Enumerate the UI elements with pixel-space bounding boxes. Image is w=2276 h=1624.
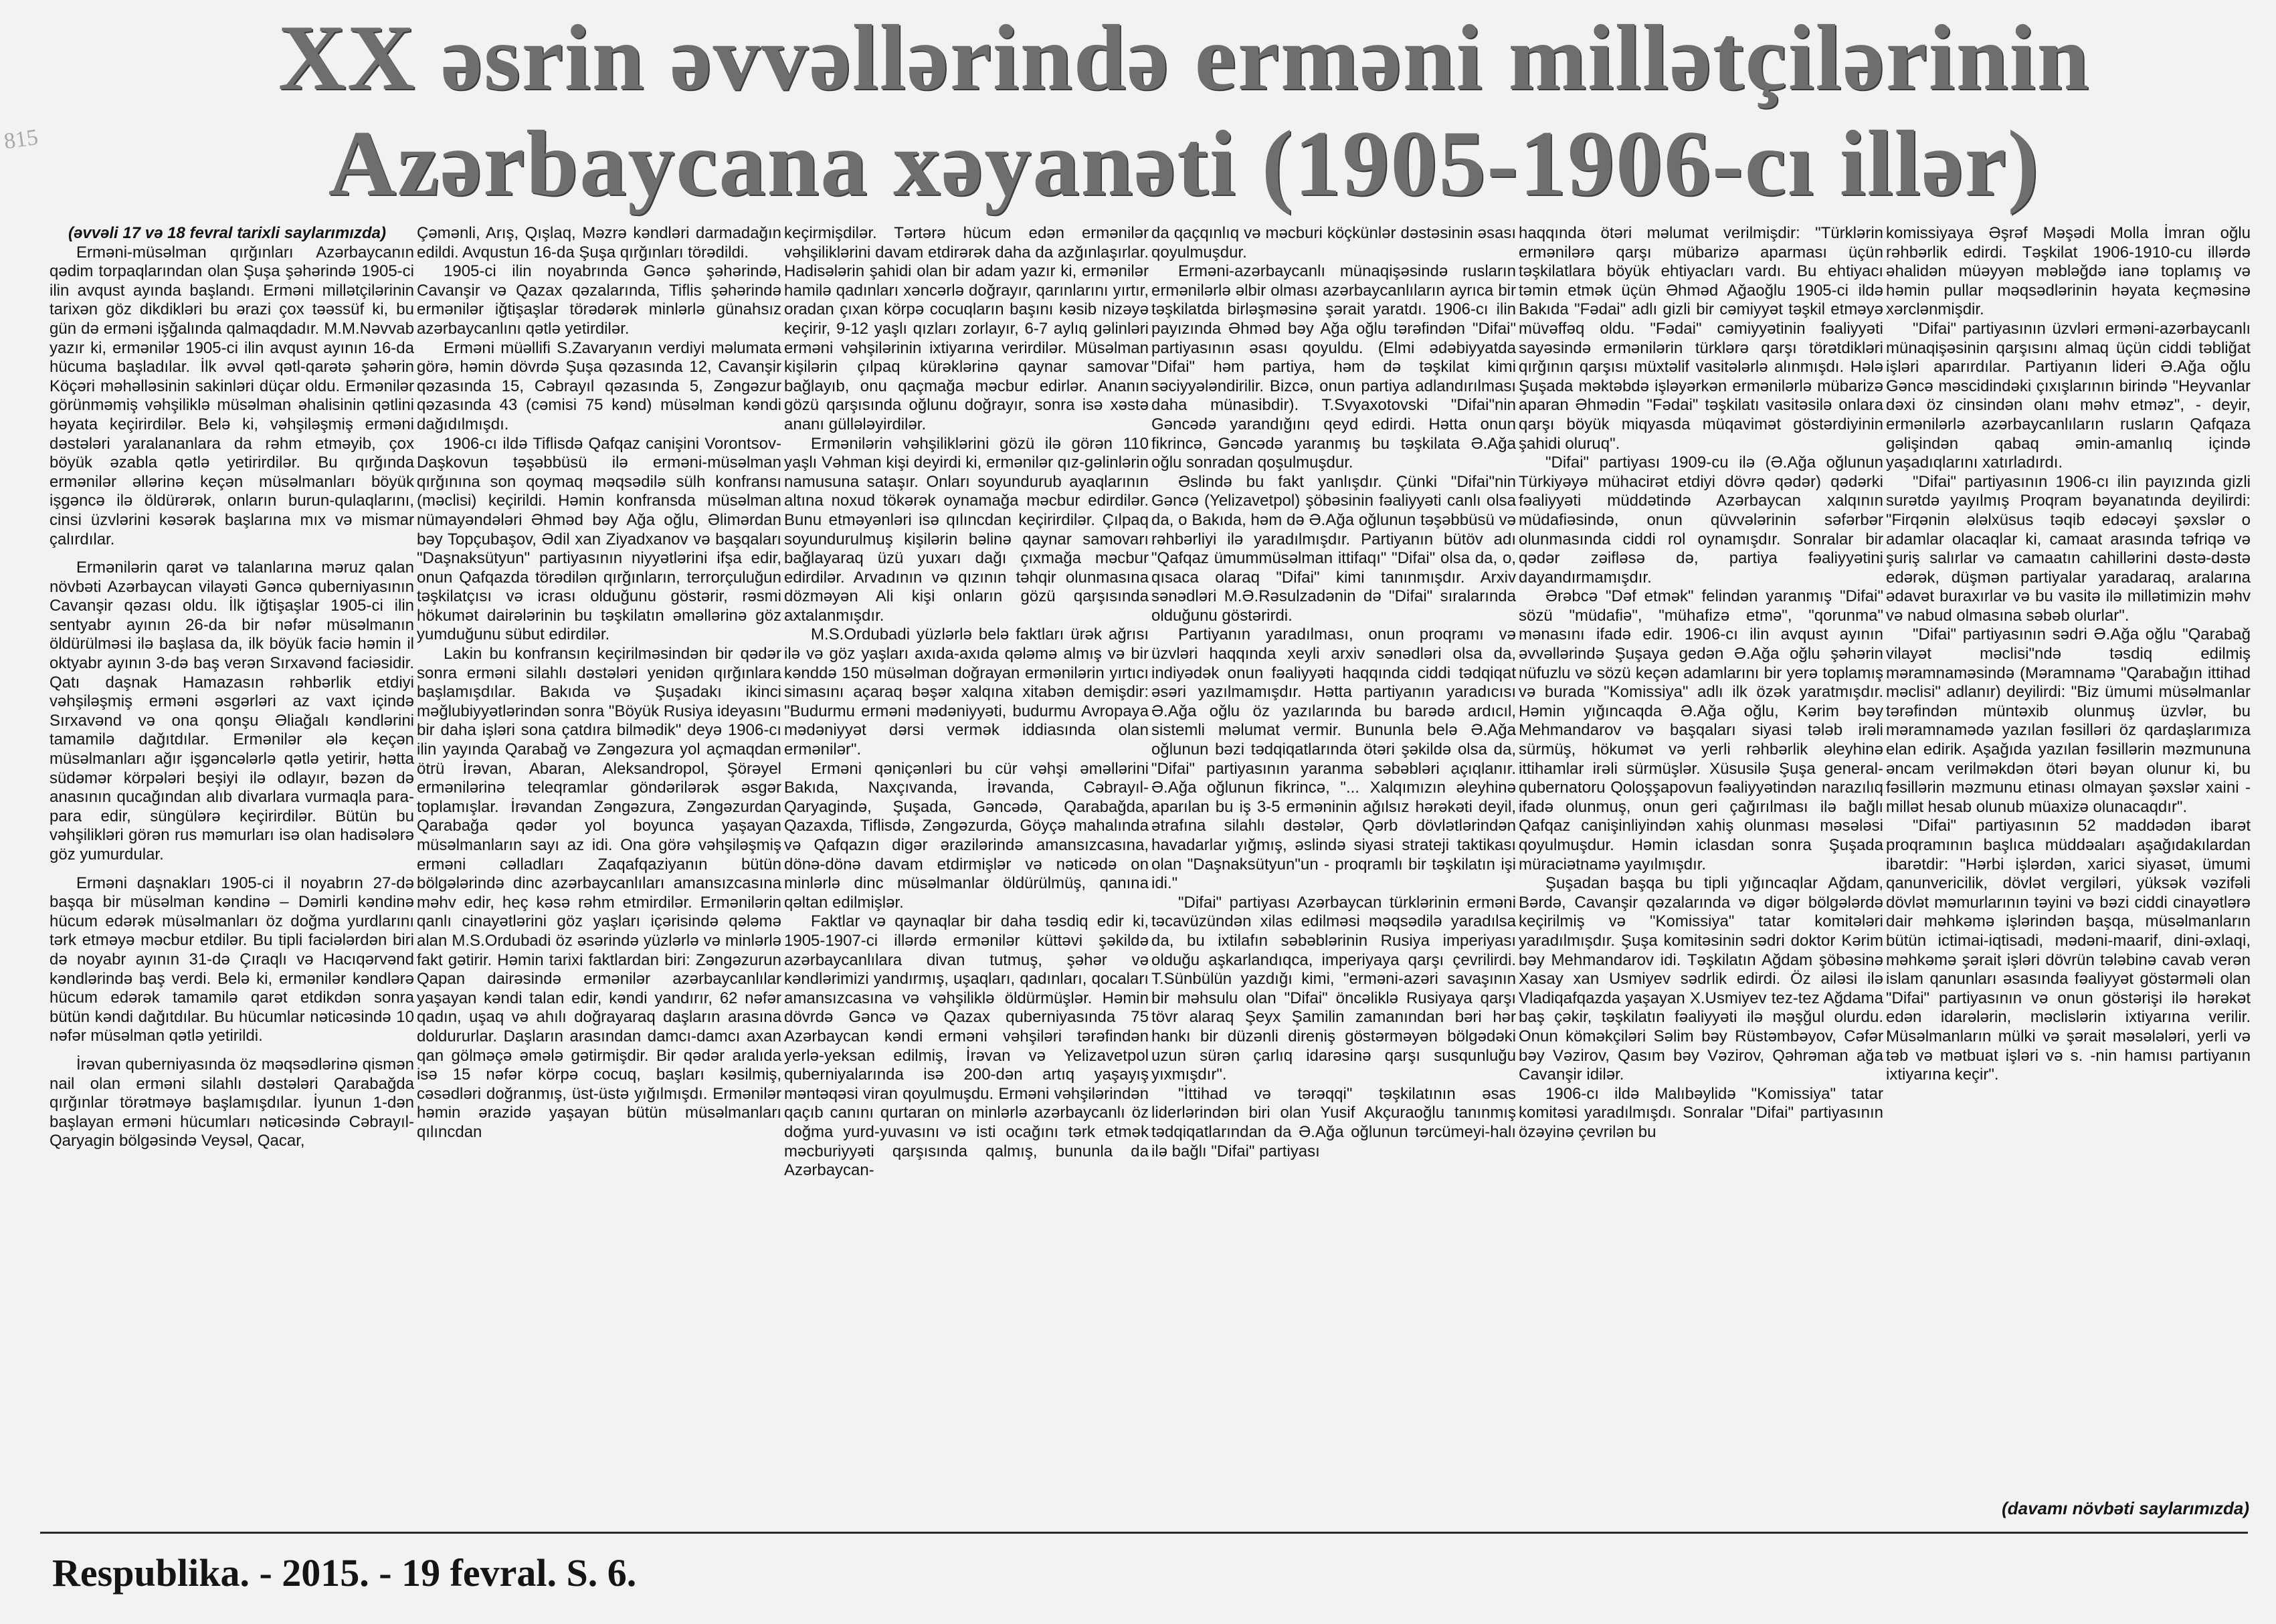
paragraph: keçirmişdilər. Tərtərə hücum edən ermənilər vəhşiliklərini davam etdirərək daha da azğınlaşırlar. Hadisələrin şahidi olan bir adam yazır ki, ermənilər hamilə qadınları xəncərlə doğrayır, qarınlarını yırtır, oradan çıxan körpə cocuqların başını kəsib nizəyə keçirir, 9-12 yaşlı qızları zorlayır, 6-7 aylıq gəlinləri erməni vəhşilərinin ixtiyarına verirdilər. Müsəlman kişilərin çılpaq kürəklərinə qaynar samovar bağlayıb, onu qaçmağa məcbur edirlər. Ananın gözü qarşısında oğlunu doğrayır, sonra isə xəstə ananı güllələyirdilər. bbox=[784, 224, 1149, 433]
margin-mark: 815 bbox=[2, 124, 40, 155]
paragraph: Faktlar və qaynaqlar bir daha təsdiq edir ki, 1905-1907-ci illərdə ermənilər küttəvi şəkildə azərbaycanlılara divan tutmuş, şəhər və kəndlərimizi yandırmış, uşaqları, qadınları, qocaları amansızcasına və vəhşiliklə öldürmüşlər. Həmin dövrdə Gəncə və Qazax quberniyasında 75 Azərbaycan kəndi erməni vəhşiləri tərəfindən yerlə-yeksan edilmiş, İrəvan və Yelizavetpol quberniyalarında isə 200-dən artıq yaşayış məntəqəsi viran qoyulmuşdu. Erməni vəhşilərindən qaçıb canını qurtaran on minlərlə azərbaycanlı öz doğma yurd-yuvasını və isti ocağını tərk etmək məcburiyyəti qarşısında qalmış, bununla da Azərbaycan- bbox=[784, 912, 1149, 1180]
paragraph: Lakin bu konfransın keçirilməsindən bir qədər sonra erməni silahlı dəstələri yenidən qırğınlara başlamışdılar. Bakıda və Şuşadakı ikinci məğlubiyyətlərindən sonra "Böyük Rusiya ideyasını bir daha işləri sona çatdıra bilmədik" deyə 1906-cı ilin yayında Qarabağ və Zəngəzura yol açmaqdan ötrü İrəvan, Abaran, Aleksandropol, Şörəyel ermənilərinə teleqramlar göndərilərək əsgər toplamışlar. İrəvandan Zəngəzura, Zəngəzurdan Qarabağa qədər yol boyunca yaşayan müsəlmanların sayı az idi. Ona görə vəhşiləşmiş erməni cəlladları Zaqafqaziyanın bütün bölgələrində dinc azərbaycanlıları amansızcasına məhv edir, heç kəsə rəhm etmirdilər. Ermənilərin qanlı cinayətlərini göz yaşları içərisində qələmə alan M.S.Ordubadi öz əsərində yüzlərlə və minlərlə fakt gətirir. Həmin tarixi faktlardan biri: Zəngəzurun Qapan dairəsində ermənilər azərbaycanlılar yaşayan kəndi talan edir, kəndi yandırır, 62 nəfər qadın, uşaq və ahılı doğrayaraq daşların arasına doldururlar. Daşların arasından damcı-damcı axan qan gölməçə əmələ gətirmişdir. Bir qədər aralıda isə 15 nəfər körpə cocuq, başları kəsilmiş, cəsədləri doğranmış, üst-üstə yığılmışdı. Ermənilər həmin ərazidə yaşayan bütün müsəlmanları qılıncdan bbox=[417, 645, 781, 1141]
paragraph: da qaçqınlıq və məcburi köçkünlər dəstəsinin əsası qoyulmuşdur. bbox=[1151, 224, 1516, 262]
headline-line-1: XX əsrin əvvəllərində erməni millətçilərinin bbox=[278, 6, 2091, 110]
paragraph: Partiyanın yaradılması, onun proqramı və üzvləri haqqında xeyli arxiv sənədləri olsa da, indiyədək onun fəaliyyəti haqqında ciddi tədqiqat əsəri yazılmamışdır. Hətta partiyanın yaradıcısı Ə.Ağa oğlu öz yazılarında bu barədə ardıcıl, sistemli məlumat vermir. Bununla belə Ə.Ağa oğlunun bəzi tədqiqatlarında ötəri şəkildə olsa da, "Difai" partiyasının yaranma səbəbləri açıqlanır. Ə.Ağa oğlunun fikrincə, "... Xalqımızın əleyhinə aparılan bu iş 3-5 erməninin ağılsız hərəkəti deyil, ətrafına silahlı dəstələr, Qərb dövlətlərindən havadarlar yığmış, əslində siyasi strateji taktikası olan "Daşnaksütyun"un - proqramlı bir təşkilatın işi idi." bbox=[1151, 625, 1516, 893]
paragraph: Ermənilərin vəhşiliklərini gözü ilə görən 110 yaşlı Vəhman kişi deyirdi ki, ermənilər qız-gəlinlərin namusuna sataşır. Onları soyundurub ayaqlarının altına noxud tökərək oynamağa məcbur edirdilər. Bunu etməyənləri isə qılıncdan keçirirdilər. Çılpaq soyundurulmuş kişilərin bəlinə qaynar samovarı bağlayaraq üzü yuxarı dağı çıxmağa məcbur edirdilər. Arvadının və qızının təhqir olunmasına dözməyən Ali kişi onların gözü qarşısında axtalanmışdır. bbox=[784, 434, 1149, 625]
article-columns bbox=[50, 224, 2251, 1515]
paragraph: Çəmənli, Arış, Qışlaq, Məzrə kəndləri darmadağın edildi. Avqustun 16-da Şuşa qırğınları törədildi. bbox=[417, 224, 781, 262]
paragraph: haqqında ötəri məlumat verilmişdir: "Türklərin ermənilərə qarşı mübarizə aparması üçün təşkilatlara böyük ehtiyacları vardı. Bu ehtiyacı təmin etmək üçün Əhməd Ağaoğlu 1905-ci ildə Bakıda "Fədai" adlı gizli bir cəmiyyət təşkil etməyə müvəffəq oldu. "Fədai" cəmiyyətinin fəaliyyəti sayəsində ermənilərin türklərə qarşı törətdikləri qırğının qarşısı müxtəlif vasitələrlə alınmışdı. Hələ Şuşada məktəbdə işləyərkən ermənilərlə mübarizə aparan Əhmədin "Fədai" təşkilatı vasitəsilə onlara qarşı böyük miqyasda müqavimət göstərdiyinin şahidi oluruq". bbox=[1519, 224, 1883, 453]
paragraph: "Difai" partiyasının 52 maddədən ibarət proqramının başlıca müddəaları aşağıdakılardan ibarətdir: "Hərbi işlərdən, xarici siyasət, ümumi qanunvericilik, dövlət vergiləri, yüksək vəzifəli dövlət məmurlarının təyini və bəzi ciddi cinayətlərə dair məhkəmə işlərindən başqa, müsəlmanların bütün ictimai-iqtisadi, mədəni-maarif, dini-əxlaqi, məhkəmə şərait işləri dövrün tələbinə cavab verən islam qanunları əsasında fəaliyyət göstərməli olan "Difai" partiyasının və onun göstərişi ilə hərəkət edən idarələrin, məclislərin ixtiyarına verilir. Müsəlmanların mülki və şərait məsələləri, yerli və təb və mətbuat işləri və s. -nin hamısı partiyanın ixtiyarına keçir". bbox=[1886, 817, 2251, 1084]
continued-note: (davamı növbəti saylarımızda) bbox=[2002, 1498, 2249, 1518]
paragraph: M.S.Ordubadi yüzlərlə belə faktları ürək ağrısı ilə və göz yaşları axıda-axıda qələmə almış və bir kənddə 150 müsəlman doğrayan ermənilərin yırtıcı simasını açaraq bəşər xalqına xitabən demişdir: "Budurmu erməni mədəniyyəti, budurmu Avropaya mədəniyyət dərsi vermək iddiasında olan ermənilər". bbox=[784, 625, 1149, 759]
paragraph: komissiyaya Əşrəf Məşədi Molla İmran oğlu rəhbərlik edirdi. Təşkilat 1906-1910-cu illərdə əhalidən müəyyən məbləğdə ianə toplamış və həmin pullar məqsədlərinin həyata keçməsinə xərclənmişdir. bbox=[1886, 224, 2251, 319]
paragraph: "Difai" partiyası 1909-cu ilə (Ə.Ağa oğlunun Türkiyəyə mühacirət etdiyi dövrə qədər) qədərki fəaliyyəti müddətində Azərbaycan xalqının müdafiəsində, onun qüvvələrinin səfərbər olunmasında ciddi rol oynamışdır. Sonralar bir qədər zəifləsə də, partiya fəaliyyətini dayandırmamışdır. bbox=[1519, 453, 1883, 587]
paragraph: 1906-cı ildə Tiflisdə Qafqaz canişini Vorontsov-Daşkovun təşəbbüsü ilə erməni-müsəlman qırğınına son qoymaq məqsədilə sülh konfransı (məclisi) keçirildi. Həmin konfransda müsəlman nümayəndələri Əhməd bəy Ağa oğlu, Əlimərdan bəy Topçubaşov, Ədil xan Ziyadxanov və başqaları "Daşnaksütyun" partiyasının niyyətlərini ifşa edir, onun Qafqazda törədilən qırğınların, terrorçuluğun təşkilatçısı və icrası olduğunu göstərir, rəsmi hökumət dairələrinin bu təşkilatın əməllərinə göz yumduğunu sübut edirdilər. bbox=[417, 434, 781, 644]
article-column-3 bbox=[784, 224, 1149, 1515]
footer-rule bbox=[40, 1532, 2248, 1534]
paragraph: "Difai" partiyasının 1906-cı ilin payızında gizli surətdə yayılmış Proqram bəyanatında deyilirdi: "Firqənin ələlxüsus təqib edəcəyi şəxslər o adamlar olacaqlar ki, camaat arasında təfriqə və şuriş salırlar və camaatın cahillərini dəstə-dəstə edərək, düşmən partiyalar yaradaraq, aralarına ədavət buraxırlar və bu vasitə ilə millətimizin məhv və nabud olmasına səbəb olurlar". bbox=[1886, 472, 2251, 625]
paragraph: "Difai" partiyasının sədri Ə.Ağa oğlu "Qarabağ vilayət məclisi"ndə təsdiq edilmiş məramnaməsində (Məramnamə "Qarabağın ittihad məclisi" adlanır) deyilirdi: "Biz ümumi müsəlmanlar tərəfindən müntəxib olunmuş üzvlər, bu məramnamədə yazılan fəsilləri öz qardaşlarımıza elan edirik. Aşağıda yazılan fəsillərin məzmununa əncam verilməkdən ötəri bəyan olunur ki, bu fəsillərin məzmunu etinası olmayan şəxslər xaini - millət hesab olunub müaxizə olunacaqdır". bbox=[1886, 625, 2251, 816]
paragraph: "Difai" partiyası Azərbaycan türklərinin erməni təcavüzündən xilas edilməsi məqsədilə yaradılsa da, bu ixtilafın səbəblərinin Rusiya imperiyası olduğu aşkarlandıqca, imperiyaya qarşı çevrilirdi. T.Sünbülün yazdığı kimi, "erməni-azəri savaşının bir məhsulu olan "Difai" öncəliklə Rusiyaya qarşı tövr alaraq Şeyx Şamilin zamanından bəri hər hankı bir düzənli direniş göstərməyən bölgədəki uzun sürən çarlıq idarəsinə qarşı susqunluğu yıxmışdır". bbox=[1151, 893, 1516, 1084]
paragraph: Erməni daşnakları 1905-ci il noyabrın 27-də başqa bir müsəlman kəndinə – Dəmirli kəndinə hücum edərək müsəlmanları öz doğma yurdlarını tərk etməyə məcbur etdilər. Bu tipli faciələrdən biri də noyabr ayının 31-də Çıraqlı və Hacıqərvənd kəndlərində baş verdi. Belə ki, ermənilər kəndlərə hücum edərək tamamilə qarət etdikdən sonra bütün kəndi dağıtdılar. Bu hücumlar nəticəsində 10 nəfər müsəlman qətlə yetirildi. bbox=[50, 874, 414, 1045]
headline bbox=[94, 5, 2275, 217]
paragraph: Şuşadan başqa bu tipli yığıncaqlar Ağdam, Bərdə, Cavanşir qəzalarında və digər bölgələrdə keçirilmiş və "Komissiya" tatar komitələri yaradılmışdır. Şuşa komitəsinin sədri doktor Kərim bəy Mehmandarov idi. Təşkilatın Ağdam şöbəsinə Xasay xan Usmiyev sədrlik edirdi. Öz ailəsi ilə Vladiqafqazda yaşayan X.Usmiyev tez-tez Ağdama baş çəkir, təşkilatın fəaliyyəti ilə məşğul olurdu. Onun köməkçiləri Səlim bəy Rüstəmbəyov, Cəfər bəy Vəzirov, Qasım bəy Vəzirov, Qəhrəman ağa Cavanşir idilər. bbox=[1519, 874, 1883, 1084]
article-column-5 bbox=[1519, 224, 1883, 1515]
article-column-2 bbox=[417, 224, 781, 1515]
paragraph: "İttihad və tərəqqi" təşkilatının əsas liderlərindən biri olan Yusif Akçuraoğlu tanınmış tədqiqatlarından da Ə.Ağa oğlunun tərcümeyi-halı ilə bağlı "Difai" partiyası bbox=[1151, 1084, 1516, 1160]
paragraph: 1905-ci ilin noyabrında Gəncə şəhərində, Cavanşir və Qazax qəzalarında, Tiflis şəhərində ermənilər iğtişaşlar törədərək minlərlə günahsız azərbaycanlını qətlə yetirdilər. bbox=[417, 262, 781, 338]
paragraph: İrəvan quberniyasında öz məqsədlərinə qismən nail olan erməni silahlı dəstələri Qarabağda qırğınlar törətməyə başlamışdılar. İyunun 1-dən başlayan erməni hücumları nəticəsində Cəbrayıl-Qaryagin bölgəsində Veysəl, Qacar, bbox=[50, 1055, 414, 1150]
paragraph: Erməni-azərbaycanlı münaqişəsində rusların ermənilərlə əlbir olması azərbaycanlıların ayrıca bir təşkilatda birləşməsinə şərait yaratdı. 1906-cı ilin payızında Əhməd bəy Ağa oğlu tərəfindən "Difai" partiyasının əsası qoyuldu. (Elmi ədəbiyyatda "Difai" həm partiya, həm də təşkilat kimi səciyyələndirilir. Bizcə, onun partiya adlandırılması daha münasibdir). T.Svyaxotovski "Difai"nin Gəncədə yarandığını qeyd edirdi. Hətta onun fikrincə, Gəncədə yaranmış bu təşkilata Ə.Ağa oğlu sonradan qoşulmuşdur. bbox=[1151, 262, 1516, 472]
headline-line-2: Azərbaycana xəyanəti (1905-1906-cı illər) bbox=[328, 112, 2041, 215]
paragraph: Ermənilərin qarət və talanlarına məruz qalan növbəti Azərbaycan vilayəti Gəncə quberniyasının Cavanşir qəzası oldu. İlk iğtişaşlar 1905-ci ilin sentyabr ayının 26-da bir nəfər müsəlmanın öldürülməsi ilə başlasa da, ilk böyük faciə həmin il oktyabr ayının 3-də baş verən Sırxavənd faciəsidir. Qatı daşnak Hamazasın rəhbərlik etdiyi vəhşiləşmiş erməni əsgərləri az vaxt içində Sırxavənd və ona qonşu Əliağalı kəndlərini tamamilə dağıtdılar. Ermənilər ələ keçən müsəlmanları ağır işgəncələrlə qətlə yetirir, hətta südəmər körpələri beşiyi ilə odlayır, bəzən də anasının qucağından alıb divarlara vurmaqla para-para edir, süngülərə keçirirdilər. Bütün bu vəhşilikləri görən rus məmurları isə olan hadisələrə göz yumurdular. bbox=[50, 559, 414, 864]
issue-note: (əvvəli 17 və 18 fevral tarixli saylarımızda) bbox=[68, 224, 386, 242]
paragraph: 1906-cı ildə Malıbəylidə "Komissiya" tatar komitəsi yaradılmışdı. Sonralar "Difai" partiyasının özəyinə çevrilən bu bbox=[1519, 1084, 1883, 1141]
paragraph: "Difai" partiyasının üzvləri erməni-azərbaycanlı münaqişəsinin qarşısını almaq üçün ciddi təbliğat işləri aparırdılar. Partiyanın lideri Ə.Ağa oğlu Gəncə məscidindəki çıxışlarının birində "Heyvanlar dəxi öz cinsindən olanı məhv etməz", - deyir, ermənilərlə azərbaycanlıların rusların Qafqaza gəlişindən qabaq əmin-amanlıq içində yaşadıqlarını xatırladırdı. bbox=[1886, 319, 2251, 472]
paragraph: Erməni qəniçənləri bu cür vəhşi əməllərini Bakıda, Naxçıvanda, İrəvanda, Cəbrayıl-Qaryagində, Şuşada, Gəncədə, Qarabağda, Qazaxda, Tiflisdə, Zəngəzurda, Göyçə mahalında və Qafqazın digər ərazilərində amansızcasına, dönə-dönə davam etdirmişlər və nəticədə on minlərlə dinc müsəlmanlar öldürülmüş, qanına qəltan edilmişlər. bbox=[784, 759, 1149, 912]
article-column-1 bbox=[50, 224, 414, 1515]
paragraph: Əslində bu fakt yanlışdır. Çünki "Difai"nin Gəncə (Yelizavetpol) şöbəsinin fəaliyyəti canlı olsa da, o Bakıda, həm də Ə.Ağa oğlunun təşəbbüsü və rəhbərliyi ilə yaradılmışdır. Partiyanın bütöv adı "Qafqaz ümummüsəlman ittifaqı" "Difai" olsa da, o, qısaca olaraq "Difai" kimi tanınmışdır. Arxiv sənədləri M.Ə.Rəsulzadənin də "Difai" sıralarında olduğunu göstərirdi. bbox=[1151, 472, 1516, 625]
paragraph: Erməni-müsəlman qırğınları Azərbaycanın qədim torpaqlarından olan Şuşa şəhərində 1905-ci ilin avqust ayında başlandı. Erməni millətçilərinin tarixən göz dikdikləri bu ərazi çox təəssüf ki, bu gün də erməni işğalında qalmaqdadır. M.M.Nəvvab yazır ki, ermənilər 1905-ci ilin avqust ayının 16-da hücuma başladılar. İlk əvvəl qətl-qarətə şəhərin Köçəri məhəlləsinin sakinləri düçar oldu. Ermənilər görünməmiş vəhşiliklə müsəlman əhalisinin qətlini həyata keçirirdilər. Belə ki, vəhşiləşmiş erməni dəstələri yaralananlara da rəhm etməyib, çox böyük əzabla qətlə yetirirdilər. Bu qırğında ermənilər əllərinə keçən müsəlmanları böyük işgəncə ilə öldürərək, onların burun-qulaqlarını, cinsi üzvlərini kəsərək başlarına mıx və mismar çalırdılar. bbox=[50, 243, 414, 548]
source-citation: Respublika. - 2015. - 19 fevral. S. 6. bbox=[52, 1551, 637, 1595]
article-column-4 bbox=[1151, 224, 1516, 1515]
paragraph: Erməni müəllifi S.Zavaryanın verdiyi məlumata görə, həmin dövrdə Şuşa qəzasında 12, Cavanşir qəzasında 15, Cəbrayıl qəzasında 5, Zəngəzur qəzasında 43 (cəmisi 75 kənd) müsəlman kəndi dağıdılmışdı. bbox=[417, 338, 781, 433]
article-column-6 bbox=[1886, 224, 2251, 1515]
paragraph: Ərəbcə "Dəf etmək" felindən yaranmış "Difai" sözü "müdafiə", "mühafizə etmə", "qorunma" mənasını ifadə edir. 1906-cı ilin avqust ayının əvvəllərində Şuşaya gedən Ə.Ağa oğlu şəhərin nüfuzlu və sözü keçən adamlarını bir yerə toplamış və burada "Komissiya" adlı ilk özək yaratmışdır. Həmin yığıncaqda Ə.Ağa oğlu, Kərim bəy Mehmandarov və başqaları siyasi tələb irəli sürmüş, hökumət və yerli rəhbərlik əleyhinə ittihamlar irəli sürmüşlər. Xüsusilə Şuşa general-qubernatoru Qoloşşapovun fəaliyyətindən narazılıq ifadə olunmuş, onun geri çağırılması ilə bağlı Qafqaz canişinliyindən xahiş olunması məsələsi qoyulmuşdur. Həmin iclasdan sonra Şuşada müraciətnamə yayılmışdır. bbox=[1519, 587, 1883, 874]
